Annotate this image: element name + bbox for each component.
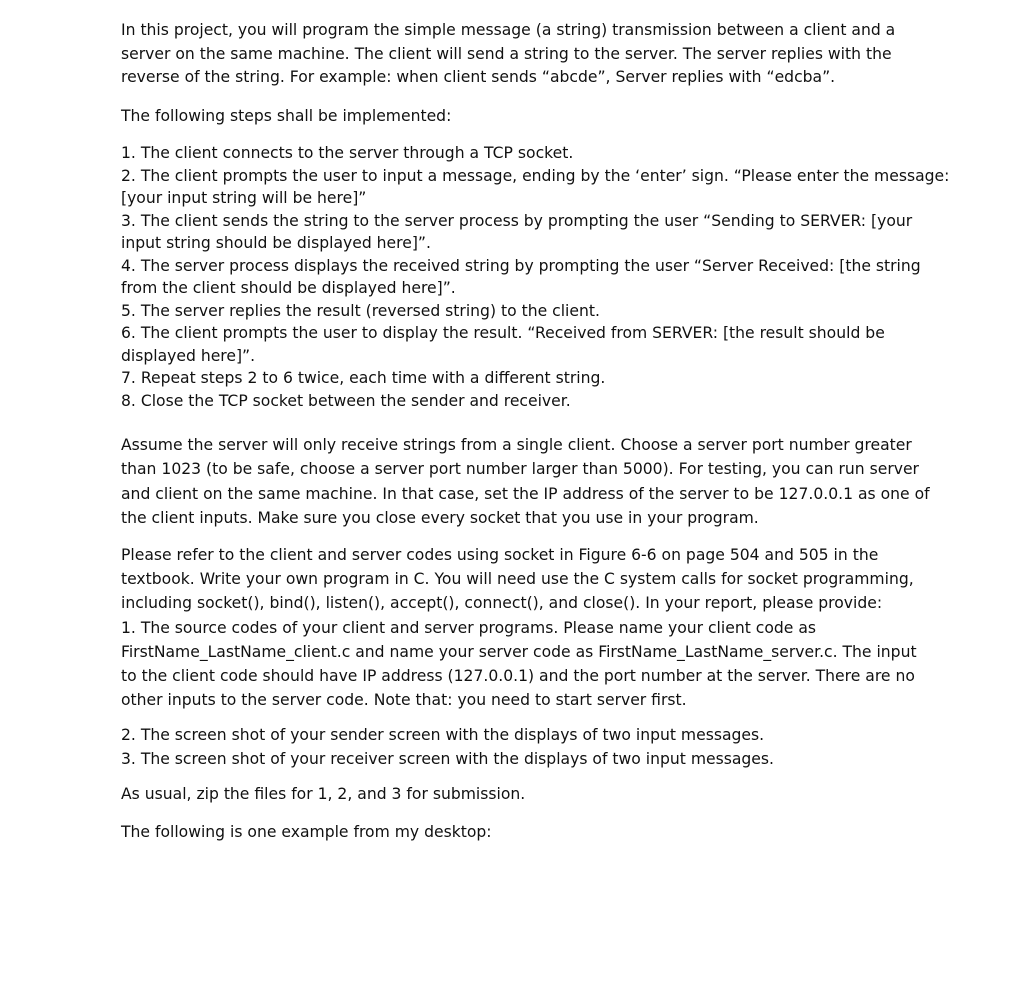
text-line: the client inputs. Make sure you close every socket that you use in your program. [121, 508, 759, 527]
text-line: including socket(), bind(), listen(), accept(), connect(), and close(). In your report, please provide: [121, 594, 883, 613]
step-line: 3. The client sends the string to the server process by prompting the user “Sending to SERVER: [your [121, 211, 913, 230]
text-line: reverse of the string. For example: when client sends “abcde”, Server replies with “edcba”. [121, 68, 836, 86]
text-line: and client on the same machine. In that case, set the IP address of the server to be 127.0.0.1 as one of [121, 484, 930, 503]
zip-note-block [121, 782, 525, 806]
step-line: input string should be displayed here]”. [121, 234, 431, 252]
step-line: 6. The client prompts the user to display the result. “Received from SERVER: [the result should be [121, 324, 885, 342]
text-line: Please refer to the client and server codes using socket in Figure 6-6 on page 504 and 505 in the [121, 546, 879, 564]
text-line: 1. The source codes of your client and server programs. Please name your client code as [121, 618, 817, 637]
intro-paragraph [121, 19, 895, 90]
step-line: 2. The client prompts the user to input a message, ending by the ‘enter’ sign. “Please enter the message: [121, 166, 950, 185]
example-note: The following is one example from my desktop: [121, 823, 492, 841]
step-line: displayed here]”. [121, 346, 256, 365]
steps-heading: The following steps shall be implemented: [121, 107, 452, 125]
step-line: from the client should be displayed here]”. [121, 279, 456, 297]
steps-heading-block [121, 105, 451, 129]
step-line: 7. Repeat steps 2 to 6 twice, each time with a different string. [121, 369, 606, 387]
step-line: [your input string will be here]” [121, 189, 367, 207]
text-line: FirstName_LastName_client.c and name your server code as FirstName_LastName_server.c. The input [121, 642, 917, 661]
text-line: server on the same machine. The client will send a string to the server. The server replies with the [121, 44, 892, 63]
text-line: textbook. Write your own program in C. You will need use the C system calls for socket programming, [121, 570, 914, 589]
zip-note: As usual, zip the files for 1, 2, and 3 for submission. [121, 785, 526, 803]
screenshot-items [121, 723, 774, 772]
steps-list [121, 142, 949, 412]
assume-paragraph [121, 433, 930, 530]
refer-paragraph [121, 543, 917, 712]
step-line: 4. The server process displays the received string by prompting the user “Server Received: [the string [121, 256, 921, 275]
example-note-block [121, 820, 492, 844]
text-line: than 1023 (to be safe, choose a server port number larger than 5000). For testing, you can run server [121, 460, 919, 479]
step-line: 5. The server replies the result (reversed string) to the client. [121, 301, 600, 320]
text-line: 3. The screen shot of your receiver screen with the displays of two input messages. [121, 750, 774, 769]
text-line: 2. The screen shot of your sender screen with the displays of two input messages. [121, 726, 765, 744]
text-line: In this project, you will program the simple message (a string) transmission between a client and a [121, 21, 896, 39]
text-line: to the client code should have IP address (127.0.0.1) and the port number at the server. There are no [121, 667, 915, 686]
step-line: 1. The client connects to the server through a TCP socket. [121, 144, 574, 162]
step-line: 8. Close the TCP socket between the sender and receiver. [121, 391, 571, 410]
text-line: Assume the server will only receive strings from a single client. Choose a server port number greater [121, 436, 912, 454]
text-line: other inputs to the server code. Note that: you need to start server first. [121, 691, 687, 710]
